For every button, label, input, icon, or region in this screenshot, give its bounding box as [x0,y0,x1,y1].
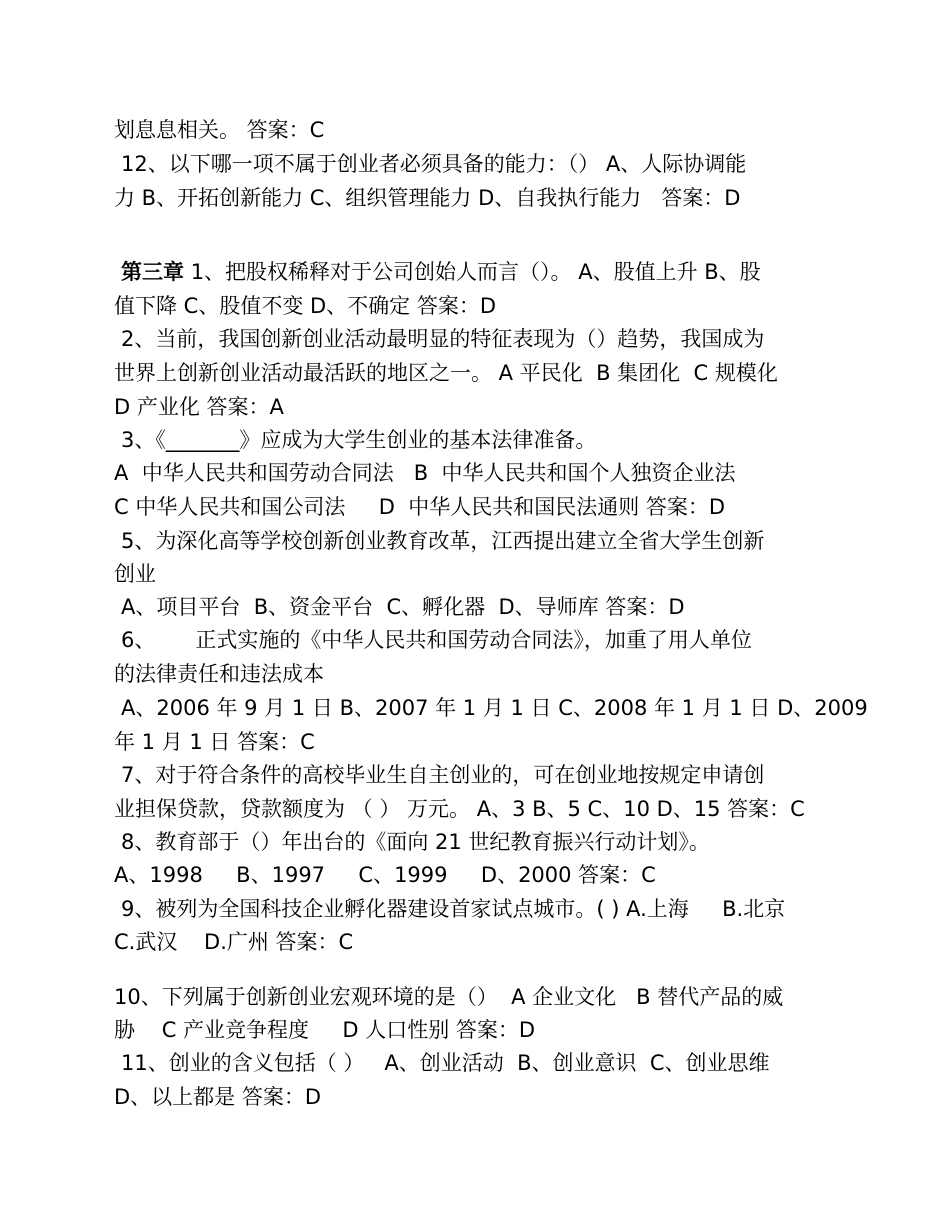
question-2-line-2: 世界上创新创业活动最活跃的地区之一。 A 平民化 B 集团化 C 规模化 [114,361,778,385]
question-6-options-line-1: A、2006 年 9 月 1 日 B、2007 年 1 月 1 日 C、2008 年 1 月 1 日 D、2009 [121,696,868,720]
question-10-line-2: 胁 C 产业竞争程度 D 人口性别 答案：D [114,1018,536,1042]
question-12-line-2: 力 B、开拓创新能力 C、组织管理能力 D、自我执行能力 答案：D [114,186,741,210]
question-3-line-2: A 中华人民共和国劳动合同法 B 中华人民共和国个人独资企业法 [114,461,736,485]
question-8-line-1: 8、教育部于（）年出台的《面向 21 世纪教育振兴行动计划》。 [121,830,710,854]
chapter-3-question-1-line-1: 第三章 1、把股权稀释对于公司创始人而言（）。 A、股值上升 B、股 [121,259,761,284]
question-5-line-1: 5、为深化高等学校创新创业教育改革，江西提出建立全省大学生创新 [121,529,765,553]
chapter-3-question-1-line-2: 值下降 C、股值不变 D、不确定 答案：D [114,294,497,318]
question-10-line-1: 10、下列属于创新创业宏观环境的是（） A 企业文化 B 替代产品的威 [114,985,784,1009]
question-12-line-1: 12、以下哪一项不属于创业者必须具备的能力：（） A、人际协调能 [121,152,747,176]
question-9-line-2: C.武汉 D.广州 答案：C [114,930,354,954]
question-11-line-1: 11、创业的含义包括（ ） A、创业活动 B、创业意识 C、创业思维 [121,1051,770,1075]
question-5-line-2: 创业 [114,562,156,586]
question-2-line-1: 2、当前，我国创新创业活动最明显的特征表现为（）趋势，我国成为 [121,327,765,351]
question-7-line-1: 7、对于符合条件的高校毕业生自主创业的，可在创业地按规定申请创 [121,763,765,787]
question-2-line-3: D 产业化 答案：A [114,395,284,419]
text-line: 划息息相关。 答案：C [114,118,325,142]
question-9-line-1: 9、被列为全国科技企业孵化器建设首家试点城市。( ) A.上海 B.北京 [121,897,786,921]
question-5-options: A、项目平台 B、资金平台 C、孵化器 D、导师库 答案：D [121,595,685,619]
question-7-line-2: 业担保贷款，贷款额度为 （ ） 万元。 A、3 B、5 C、10 D、15 答案：C [114,797,805,821]
question-3-line-3: C 中华人民共和国公司法 D 中华人民共和国民法通则 答案：D [114,495,726,519]
chapter-heading: 第三章 [121,259,184,284]
question-3-line-1: 3、《_______》应成为大学生创业的基本法律准备。 [121,428,597,452]
question-11-line-2: D、以上都是 答案：D [114,1085,322,1109]
question-8-options: A、1998 B、1997 C、1999 D、2000 答案：C [114,863,656,887]
question-6-line-2: 的法律责任和违法成本 [114,662,324,686]
question-6-line-1: 6、 正式实施的《中华人民共和国劳动合同法》，加重了用人单位 [121,628,752,652]
question-6-options-line-2: 年 1 月 1 日 答案：C [114,730,315,754]
